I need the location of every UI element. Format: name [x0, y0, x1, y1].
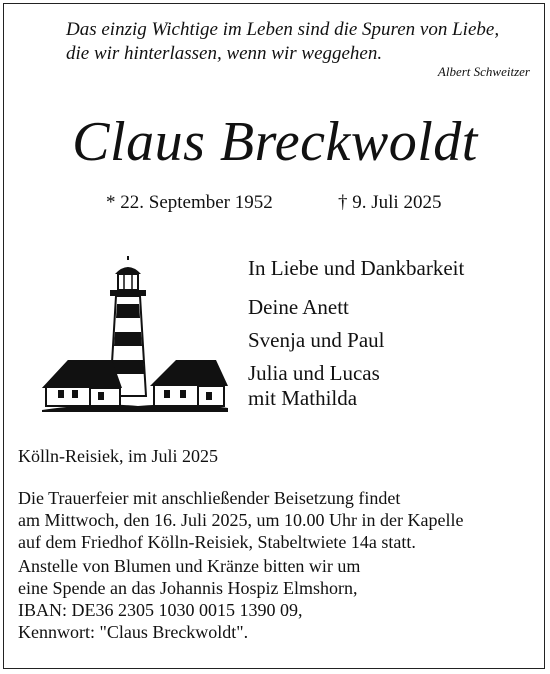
mourner-line: mit Mathilda: [248, 386, 358, 410]
quote-line-1: Das einzig Wichtige im Leben sind die Spuren von Liebe,: [66, 19, 500, 40]
info-line: IBAN: DE36 2305 1030 0015 1390 09,: [18, 600, 303, 620]
quote-line-2: die wir hinterlassen, wenn wir weggehen.: [66, 43, 383, 64]
mourners-intro: In Liebe und Dankbarkeit: [248, 256, 465, 280]
mourner-line: Svenja und Paul: [248, 328, 385, 352]
quote: [66, 18, 536, 66]
info-line: Anstelle von Blumen und Kränze bitten wir um: [18, 556, 361, 576]
death-date: † 9. Juli 2025: [338, 192, 442, 213]
quote-author: Albert Schweitzer: [437, 64, 530, 79]
deceased-name: Claus Breckwoldt: [72, 111, 478, 173]
info-line: Die Trauerfeier mit anschließender Beisetzung findet: [18, 488, 401, 508]
birth-date: * 22. September 1952: [106, 192, 273, 213]
mourners-block: [248, 256, 464, 411]
info-line: am Mittwoch, den 16. Juli 2025, um 10.00 Uhr in der Kapelle: [18, 510, 464, 530]
info-line: auf dem Friedhof Kölln-Reisiek, Stabeltwiete 14a statt.: [18, 532, 416, 552]
place-date: Kölln-Reisiek, im Juli 2025: [18, 446, 218, 466]
mourner-line: Julia und Lucas: [248, 361, 380, 385]
funeral-info: [18, 487, 463, 643]
info-line: Kennwort: "Claus Breckwoldt".: [18, 622, 249, 642]
mourner-line: Deine Anett: [248, 295, 349, 319]
info-line: eine Spende an das Johannis Hospiz Elmshorn,: [18, 578, 358, 598]
lighthouse-icon: [38, 256, 238, 416]
